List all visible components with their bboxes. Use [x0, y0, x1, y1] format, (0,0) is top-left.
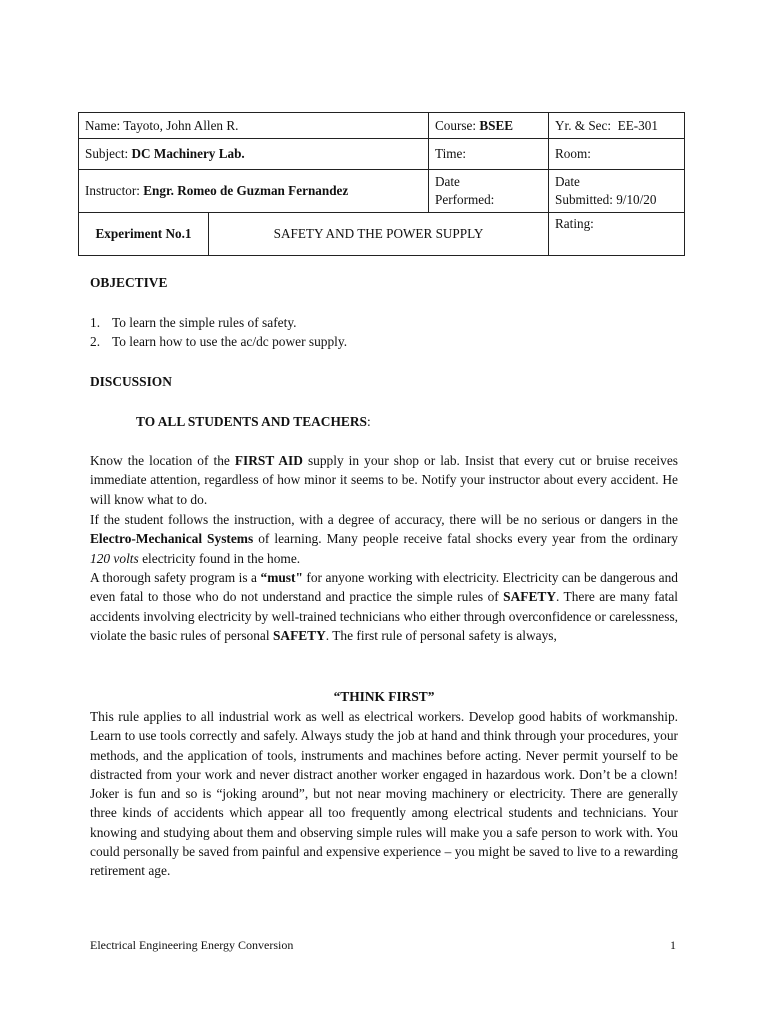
- objective-item: [90, 313, 678, 332]
- subject-cell: [79, 139, 429, 170]
- objective-list: [90, 313, 678, 352]
- rating-cell: [549, 213, 685, 256]
- course-cell: [429, 113, 549, 139]
- paragraph-first-aid: [90, 451, 678, 509]
- date-performed-line1: Date: [435, 174, 460, 189]
- p1-first-aid: FIRST AID: [234, 453, 303, 468]
- date-submitted-cell: [549, 170, 685, 213]
- objective-item: [90, 332, 678, 351]
- objective-item-text: To learn the simple rules of safety.: [112, 315, 297, 330]
- p3-must: “must": [260, 570, 303, 585]
- p1-text-c: supply in your shop or lab. Insist that every cut or bruise receives immediate attention, regardless of how minor it seems to be. Notify your instructor about every accident. He will know what to do.: [90, 453, 679, 507]
- room-label: Room:: [555, 146, 591, 161]
- time-cell: [429, 139, 549, 170]
- date-performed-cell: [429, 170, 549, 213]
- room-cell: [549, 139, 685, 170]
- name-cell: [79, 113, 429, 139]
- discussion-subheading: [136, 412, 371, 431]
- objective-item-number: 1.: [90, 315, 101, 330]
- p3-text-a: A thorough safety program is a: [90, 570, 261, 585]
- experiment-number: Experiment No.1: [79, 213, 209, 256]
- year-section-label: Yr. & Sec:: [555, 117, 612, 133]
- footer-course-title: Electrical Engineering Energy Conversion: [90, 938, 294, 952]
- subject-value: DC Machinery Lab.: [131, 146, 245, 161]
- year-section-value: EE-301: [617, 117, 658, 133]
- discussion-heading: DISCUSSION: [90, 374, 172, 389]
- experiment-title: SAFETY AND THE POWER SUPPLY: [209, 213, 549, 256]
- objective-heading: OBJECTIVE: [90, 275, 168, 290]
- objective-item-number: 2.: [90, 334, 101, 350]
- course-value: BSEE: [479, 117, 514, 133]
- p2-text-e: electricity found in the home.: [138, 550, 301, 566]
- year-section-cell: [549, 113, 685, 139]
- name-label: Name:: [85, 117, 121, 133]
- name-value: Tayoto, John Allen R.: [123, 117, 239, 133]
- date-submitted-line2: Submitted: 9/10/20: [555, 192, 657, 207]
- subheading-colon: :: [366, 414, 371, 429]
- subject-label: Subject:: [85, 146, 129, 161]
- instructor-cell: [79, 170, 429, 213]
- p3-text-e: . There are many fatal accidents involving electricity by well-trained technicians who either through overconfidence or carelessness, violate the basic rules of personal: [90, 589, 678, 643]
- subheading-text: TO ALL STUDENTS AND TEACHERS: [136, 414, 367, 429]
- paragraph-think-first: This rule applies to all industrial work as well as electrical workers. Develop good habits of workmanship. Learn to use tools correctly and safely. Always study the job at hand and think through your procedures, your methods, and the application of tools, instruments and machines before acting. Never permit yourself to be distracted from your work and never distract another worker engaged in hazardous work. Don’t be a clown! Joker is fun and so is “joking around”, but not near moving machinery or electricity. There are generally three kinds of accidents which appear all too frequently among electrical students and technicians. Your knowing and studying about them and observing simple rules will make you a safe person to work with. You could personally be saved from painful and expensive experience – you might be saved to live to a rewarding retirement age.: [90, 709, 678, 879]
- p2-text-c: of learning. Many people receive fatal shocks every year from the ordinary: [253, 531, 678, 547]
- p3-text-c: for anyone working with electricity. Electricity can be dangerous and even fatal to those who do not understand and practice the simple rules of: [90, 570, 678, 605]
- paragraph-safety-program: [90, 568, 678, 645]
- rating-label: Rating:: [555, 216, 594, 231]
- p3-text-g: . The first rule of personal safety is always,: [325, 627, 557, 643]
- think-first-heading: “THINK FIRST”: [333, 689, 435, 704]
- instructor-label: Instructor:: [85, 183, 140, 198]
- p2-voltage: 120 volts: [90, 550, 139, 566]
- date-performed-line2: Performed:: [435, 192, 495, 207]
- date-submitted-line1: Date: [555, 174, 580, 189]
- objective-item-text: To learn how to use the ac/dc power supply.: [112, 334, 348, 350]
- course-label: Course:: [435, 117, 477, 133]
- p1-text-a: Know the location of the: [90, 453, 235, 468]
- header-table: [78, 112, 685, 256]
- footer-page-number: 1: [670, 938, 676, 952]
- p3-safety-2: SAFETY: [272, 627, 326, 643]
- p2-text-a: If the student follows the instruction, with a degree of accuracy, there will be no serious or dangers in the: [90, 512, 678, 527]
- p2-electro-mechanical: Electro-Mechanical Systems: [90, 531, 254, 547]
- paragraph-student: [90, 510, 678, 568]
- instructor-value: Engr. Romeo de Guzman Fernandez: [143, 183, 349, 198]
- p3-safety-1: SAFETY: [503, 589, 557, 605]
- time-label: Time:: [435, 146, 467, 161]
